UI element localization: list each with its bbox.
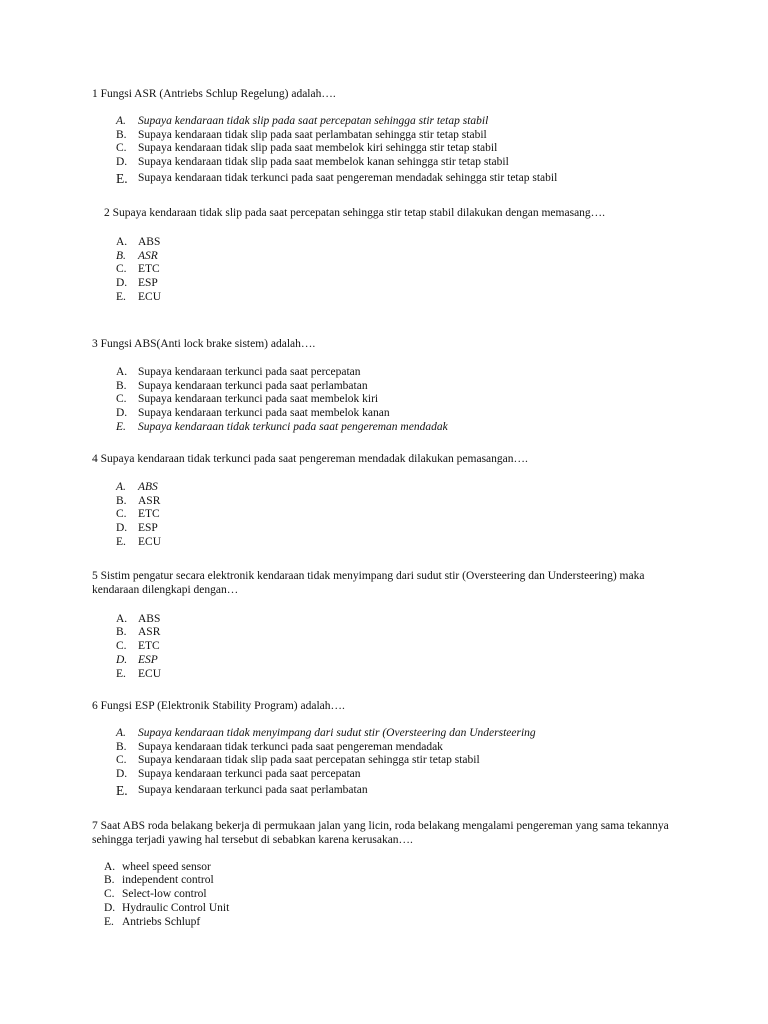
- question-2-options: [116, 236, 768, 305]
- question-4-option-c: [116, 508, 768, 522]
- question-3-option-a: [116, 366, 768, 380]
- question-7-text: 7 Saat ABS roda belakang bekerja di permukaan jalan yang licin, roda belakang mengalami pengereman yang sama tekannya sehingga terjadi yawing hal tersebut di sebabkan karena kerusakan….: [92, 820, 669, 846]
- option-letter: A.: [116, 612, 128, 625]
- option-text: wheel speed sensor: [122, 860, 211, 873]
- option-letter: B.: [116, 626, 127, 639]
- option-letter: D.: [116, 653, 128, 666]
- option-letter: A.: [116, 114, 126, 127]
- option-text: Supaya kendaraan tidak terkunci pada saat pengereman mendadak: [138, 740, 443, 753]
- option-letter: A.: [116, 480, 126, 493]
- question-1-text: 1 Fungsi ASR (Antriebs Schlup Regelung) adalah….: [92, 88, 336, 100]
- option-letter: B.: [104, 874, 115, 887]
- question-5-option-e: [116, 668, 768, 682]
- option-text: Antriebs Schlupf: [122, 915, 201, 928]
- option-letter: D.: [104, 901, 116, 914]
- option-text: ABS: [138, 480, 158, 493]
- question-7-option-e: [104, 916, 768, 930]
- question-1-option-d: [116, 156, 768, 170]
- question-5-option-a: [116, 613, 768, 627]
- option-letter: C.: [116, 142, 127, 155]
- option-text: Supaya kendaraan terkunci pada saat membelok kiri: [138, 393, 379, 406]
- option-text: Supaya kendaraan terkunci pada saat percepatan: [138, 768, 361, 781]
- option-text: ECU: [138, 535, 161, 548]
- option-letter: A.: [116, 726, 126, 739]
- question-6-options: [116, 727, 768, 798]
- question-1: [0, 88, 768, 186]
- question-7-option-d: [104, 902, 768, 916]
- question-2-option-b: [116, 250, 768, 264]
- question-4-option-e: [116, 536, 768, 550]
- option-letter: E.: [116, 782, 128, 798]
- question-4: [0, 453, 768, 550]
- question-5-options: [116, 613, 768, 682]
- question-5-text: 5 Sistim pengatur secara elektronik kendaraan tidak menyimpang dari sudut stir (Oversteering dan Understeering) maka kendaraan dilengkapi dengan…: [92, 570, 645, 596]
- question-2-text: 2 Supaya kendaraan tidak slip pada saat percepatan sehingga stir tetap stabil dilakukan dengan memasang….: [104, 207, 606, 219]
- question-5-option-d: [116, 654, 768, 668]
- option-text: ETC: [138, 640, 160, 653]
- option-text: Supaya kendaraan tidak terkunci pada saat pengereman mendadak sehingga stir tetap stabil: [138, 171, 558, 184]
- option-letter: B.: [116, 379, 127, 392]
- option-text: Supaya kendaraan terkunci pada saat perlambatan: [138, 379, 368, 392]
- option-letter: E.: [116, 290, 126, 303]
- option-text: Supaya kendaraan tidak slip pada saat membelok kiri sehingga stir tetap stabil: [138, 142, 498, 155]
- option-text: Supaya kendaraan tidak terkunci pada saat pengereman mendadak: [138, 420, 448, 433]
- question-5-option-b: [116, 626, 768, 640]
- option-text: ETC: [138, 508, 160, 521]
- option-text: Supaya kendaraan tidak slip pada saat percepatan sehingga stir tetap stabil: [138, 754, 480, 767]
- option-text: ETC: [138, 263, 160, 276]
- option-letter: C.: [116, 640, 127, 653]
- option-text: ESP: [138, 653, 158, 666]
- option-letter: A.: [116, 365, 128, 378]
- question-6-text: 6 Fungsi ESP (Elektronik Stability Program) adalah….: [92, 700, 345, 712]
- question-6: [0, 700, 768, 798]
- option-letter: B.: [116, 128, 127, 141]
- option-text: Supaya kendaraan terkunci pada saat perlambatan: [138, 783, 368, 796]
- option-letter: D.: [116, 156, 128, 169]
- option-letter: D.: [116, 768, 128, 781]
- question-7-option-c: [104, 888, 768, 902]
- question-4-option-a: [116, 481, 768, 495]
- question-4-option-d: [116, 522, 768, 536]
- question-7-option-a: [104, 861, 768, 875]
- question-3-option-b: [116, 380, 768, 394]
- option-text: independent control: [122, 874, 214, 887]
- question-3-option-e: [116, 421, 768, 435]
- option-letter: D.: [116, 522, 128, 535]
- question-6-option-c: [116, 754, 768, 768]
- option-letter: A.: [104, 860, 116, 873]
- question-5-option-c: [116, 640, 768, 654]
- question-4-option-b: [116, 495, 768, 509]
- option-letter: C.: [104, 888, 115, 901]
- question-1-option-e: [116, 172, 768, 186]
- question-3-option-d: [116, 407, 768, 421]
- option-text: Hydraulic Control Unit: [122, 901, 230, 914]
- question-1-option-b: [116, 129, 768, 143]
- question-2-option-e: [116, 291, 768, 305]
- question-2: [0, 207, 768, 305]
- option-letter: C.: [116, 263, 127, 276]
- option-letter: B.: [116, 740, 127, 753]
- option-text: Supaya kendaraan terkunci pada saat percepatan: [138, 365, 361, 378]
- question-7-option-b: [104, 874, 768, 888]
- option-letter: A.: [116, 235, 128, 248]
- option-text: ASR: [138, 494, 161, 507]
- question-1-option-c: [116, 142, 768, 156]
- option-text: ESP: [138, 522, 158, 535]
- option-letter: E.: [116, 535, 126, 548]
- option-letter: C.: [116, 393, 127, 406]
- option-text: Supaya kendaraan tidak menyimpang dari sudut stir (Oversteering dan Understeering: [138, 726, 536, 739]
- question-5: [0, 570, 768, 682]
- option-letter: D.: [116, 407, 128, 420]
- question-1-options: [116, 115, 768, 186]
- question-6-option-a: [116, 727, 768, 741]
- option-letter: D.: [116, 277, 128, 290]
- option-letter: B.: [116, 249, 126, 262]
- question-6-option-d: [116, 768, 768, 782]
- option-text: ASR: [138, 626, 161, 639]
- option-text: Select-low control: [122, 888, 207, 901]
- question-4-text: 4 Supaya kendaraan tidak terkunci pada saat pengereman mendadak dilakukan pemasangan….: [92, 453, 528, 465]
- question-3-option-c: [116, 393, 768, 407]
- question-3-text: 3 Fungsi ABS(Anti lock brake sistem) adalah….: [92, 338, 316, 350]
- option-letter: E.: [116, 170, 128, 186]
- option-letter: E.: [116, 420, 126, 433]
- option-text: ECU: [138, 667, 161, 680]
- option-text: ECU: [138, 290, 161, 303]
- question-7-options: [104, 861, 768, 930]
- question-2-option-c: [116, 263, 768, 277]
- option-text: Supaya kendaraan terkunci pada saat membelok kanan: [138, 407, 390, 420]
- question-7: [0, 820, 768, 930]
- option-text: Supaya kendaraan tidak slip pada saat percepatan sehingga stir tetap stabil: [138, 114, 489, 127]
- option-letter: C.: [116, 754, 127, 767]
- question-4-options: [116, 481, 768, 550]
- option-text: ABS: [138, 235, 161, 248]
- option-text: Supaya kendaraan tidak slip pada saat membelok kanan sehingga stir tetap stabil: [138, 156, 509, 169]
- question-3-options: [116, 366, 768, 435]
- question-3: [0, 338, 768, 435]
- option-text: ABS: [138, 612, 161, 625]
- question-6-option-b: [116, 741, 768, 755]
- option-letter: E.: [116, 667, 126, 680]
- option-letter: E.: [104, 915, 114, 928]
- option-letter: B.: [116, 494, 127, 507]
- question-2-option-a: [116, 236, 768, 250]
- question-1-option-a: [116, 115, 768, 129]
- option-text: Supaya kendaraan tidak slip pada saat perlambatan sehingga stir tetap stabil: [138, 128, 487, 141]
- question-2-option-d: [116, 277, 768, 291]
- question-6-option-e: [116, 784, 768, 798]
- option-text: ASR: [138, 249, 158, 262]
- option-letter: C.: [116, 508, 127, 521]
- option-text: ESP: [138, 277, 158, 290]
